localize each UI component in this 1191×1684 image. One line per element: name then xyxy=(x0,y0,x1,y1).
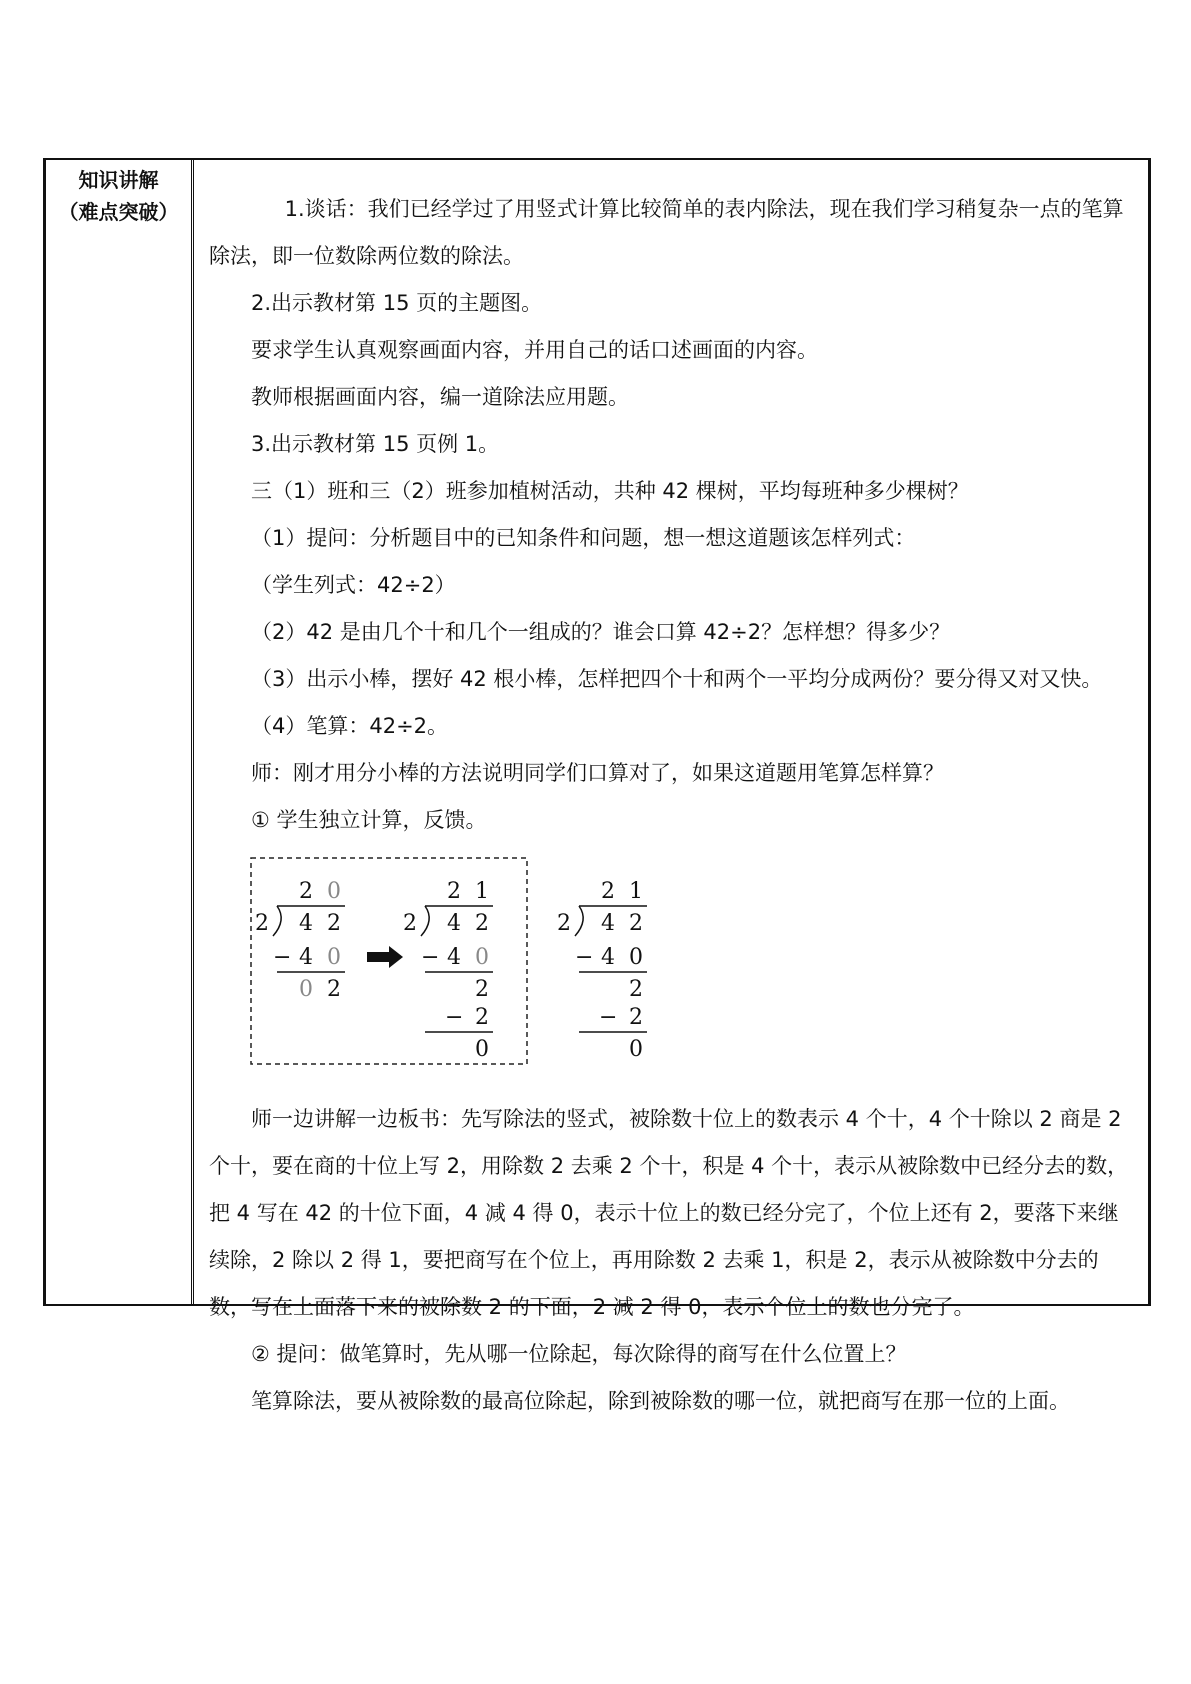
division-figure-1 xyxy=(255,879,345,1002)
fig1-dividend-tens: 4 xyxy=(299,911,313,936)
paragraph-teacher-compose: 教师根据画面内容，编一道除法应用题。 xyxy=(251,385,629,409)
fig2-quotient-ones: 1 xyxy=(475,879,489,904)
division-figure-3 xyxy=(557,879,647,1062)
paragraph-show-theme: 2.出示教材第 15 页的主题图。 xyxy=(251,291,543,315)
fig2-dividend-ones: 2 xyxy=(475,911,489,936)
fig3-dividend-tens: 4 xyxy=(601,911,615,936)
fig3-quotient-tens: 2 xyxy=(601,879,615,904)
fig3-quotient-ones: 1 xyxy=(629,879,643,904)
arrow-icon xyxy=(367,946,403,968)
paragraph-problem: 三（1）班和三（2）班参加植树活动，共种 42 棵树，平均每班种多少棵树？ xyxy=(251,479,969,503)
row-label-line2: （难点突破） xyxy=(58,200,179,224)
paragraph-show-example: 3.出示教材第 15 页例 1。 xyxy=(251,432,500,456)
fig3-minus-sign-2: − xyxy=(599,1005,618,1030)
paragraph-question-1: （1）提问：分析题目中的已知条件和问题，想一想这道题该怎样列式： xyxy=(251,526,916,550)
fig2-subtrahend-ones: 0 xyxy=(475,945,489,970)
fig1-subtrahend-ones: 0 xyxy=(327,945,341,970)
fig3-subtrahend-2: 2 xyxy=(629,1005,643,1030)
fig1-remainder-tens: 0 xyxy=(299,977,313,1002)
fig2-dividend-tens: 4 xyxy=(447,911,461,936)
fig2-remainder-2: 0 xyxy=(475,1037,489,1062)
paragraph-student-formula: （学生列式：42÷2） xyxy=(251,573,456,597)
fig1-quotient-tens: 2 xyxy=(299,879,313,904)
long-division-svg xyxy=(249,854,709,1094)
paragraph-question-2: （2）42 是由几个十和几个一组成的？谁会口算 42÷2？怎样想？得多少？ xyxy=(251,620,951,644)
row-label-line1: 知识讲解 xyxy=(78,168,159,192)
fig1-quotient-ones: 0 xyxy=(327,879,341,904)
column-divider xyxy=(191,160,194,1304)
paragraph-conclusion: 笔算除法，要从被除数的最高位除起，除到被除数的哪一位，就把商写在那一位的上面。 xyxy=(251,1389,1070,1413)
fig3-remainder-2: 0 xyxy=(629,1037,643,1062)
fig2-subtrahend-2: 2 xyxy=(475,1005,489,1030)
fig1-remainder-ones: 2 xyxy=(327,977,341,1002)
fig1-division-bracket xyxy=(273,906,281,936)
lesson-table xyxy=(43,158,1151,1413)
paragraph-step-2: ② 提问：做笔算时，先从哪一位除起，每次除得的商写在什么位置上？ xyxy=(251,1342,907,1366)
paragraph-question-3: （3）出示小棒，摆好 42 根小棒，怎样把四个十和两个一平均分成两份？要分得又对又快。 xyxy=(251,667,1103,691)
fig2-remainder-1: 2 xyxy=(475,977,489,1002)
fig3-divisor: 2 xyxy=(557,911,571,936)
fig1-divisor: 2 xyxy=(255,911,269,936)
fig1-subtrahend-tens: 4 xyxy=(299,945,313,970)
fig2-division-bracket xyxy=(421,906,429,936)
lesson-content xyxy=(209,160,1136,1425)
fig2-subtrahend-tens: 4 xyxy=(447,945,461,970)
paragraph-step-1: ① 学生独立计算，反馈。 xyxy=(251,808,487,832)
long-division-figures xyxy=(209,854,1136,1094)
fig3-subtrahend-ones: 0 xyxy=(629,945,643,970)
fig2-minus-sign-1: − xyxy=(421,945,440,970)
paragraph-teacher-ask: 师：刚才用分小棒的方法说明同学们口算对了，如果这道题用笔算怎样算？ xyxy=(251,761,944,785)
fig3-dividend-ones: 2 xyxy=(629,911,643,936)
fig1-dividend-ones: 2 xyxy=(327,911,341,936)
fig2-quotient-tens: 2 xyxy=(447,879,461,904)
paragraph-observe: 要求学生认真观察画面内容，并用自己的话口述画面的内容。 xyxy=(251,338,818,362)
fig2-divisor: 2 xyxy=(403,911,417,936)
fig3-division-bracket xyxy=(575,906,583,936)
fig2-minus-sign-2: − xyxy=(445,1005,464,1030)
division-figure-2 xyxy=(403,879,493,1062)
paragraph-question-4: （4）笔算：42÷2。 xyxy=(251,714,449,738)
paragraph-board-explanation: 师一边讲解一边板书：先写除法的竖式，被除数十位上的数表示 4 个十，4 个十除以 2 商是 2 个十，要在商的十位上写 2，用除数 2 去乘 2 个十，积是 4 个十，表示从被除数中已经分去的数，把 4 写在 42 的十位下面，4 减 4 得 0，表示十位上的数已经分完了，个位上还有 2，要落下来继续除，2 除以 2 得 1，要把商写在个位上，再用除数 2 去乘 1，积是 2，表示从被除数中分去的数，写在上面落下来的被除数 2 的下面，2 减 2 得 0，表示个位上的数也分完了。 xyxy=(209,1107,1129,1319)
fig3-subtrahend-tens: 4 xyxy=(601,945,615,970)
row-label xyxy=(46,160,191,228)
fig3-remainder-1: 2 xyxy=(629,977,643,1002)
fig3-minus-sign-1: − xyxy=(575,945,594,970)
fig1-minus-sign: − xyxy=(273,945,292,970)
paragraph-talk: 1.谈话：我们已经学过了用竖式计算比较简单的表内除法，现在我们学习稍复杂一点的笔算除法，即一位数除两位数的除法。 xyxy=(209,197,1124,268)
